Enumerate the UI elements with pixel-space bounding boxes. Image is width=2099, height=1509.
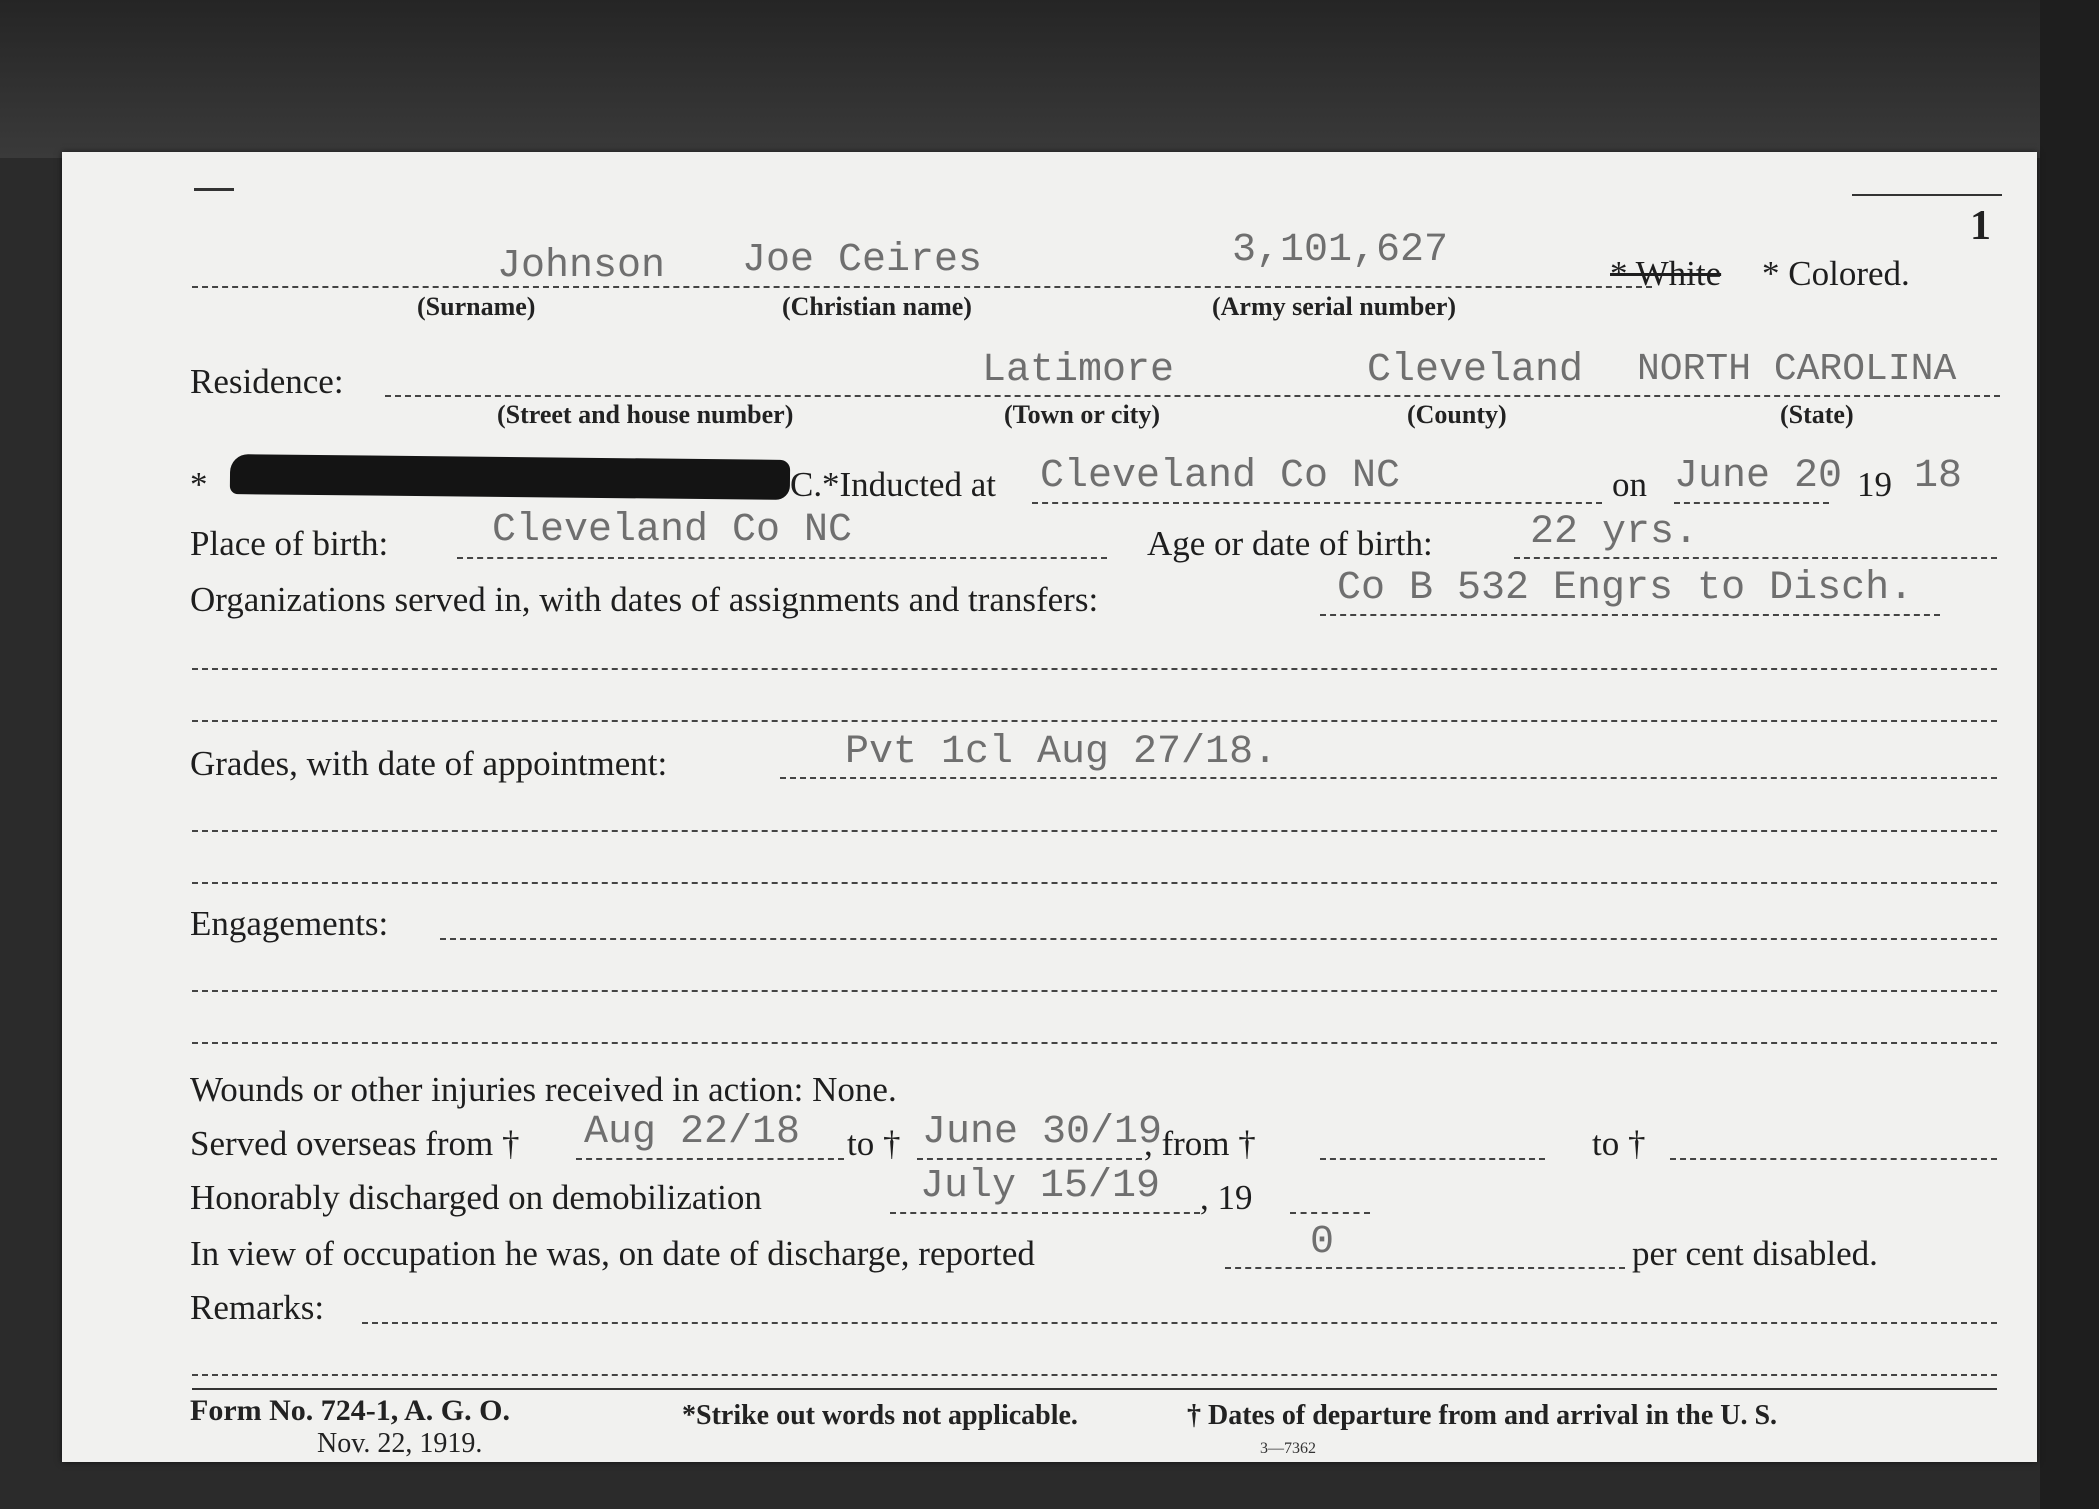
christian-name-value: Joe Ceires — [742, 238, 983, 283]
remarks-label: Remarks: — [190, 1288, 325, 1327]
overseas-to2-line — [1670, 1158, 1997, 1160]
number-rule — [1852, 194, 2002, 196]
town-caption: (Town or city) — [1004, 400, 1160, 429]
discharge-year-label: , 19 — [1200, 1178, 1253, 1217]
colored-label: * Colored. — [1762, 254, 1910, 293]
disability-suffix: per cent disabled. — [1632, 1234, 1878, 1273]
overseas-label: Served overseas from † — [190, 1124, 520, 1163]
surname-caption: (Surname) — [417, 292, 536, 321]
town-value: Latimore — [982, 348, 1175, 393]
place-of-birth-label: Place of birth: — [190, 524, 389, 563]
overseas-to-value: June 30/19 — [922, 1110, 1163, 1155]
discharge-year-line — [1290, 1212, 1370, 1214]
strike-out-note: *Strike out words not applicable. — [682, 1400, 1078, 1431]
form-number: Form No. 724-1, A. G. O. — [190, 1394, 510, 1427]
organizations-line — [1320, 614, 1940, 616]
organizations-line-2 — [192, 668, 1997, 670]
induction-year-value: 18 — [1914, 454, 1963, 499]
discharge-line — [890, 1212, 1200, 1214]
organizations-line-3 — [192, 720, 1997, 722]
county-value: Cleveland — [1367, 348, 1584, 393]
grades-label: Grades, with date of appointment: — [190, 744, 668, 783]
discharge-label: Honorably discharged on demobilization — [190, 1178, 762, 1217]
card-number: 1 — [1970, 203, 1991, 249]
organizations-label: Organizations served in, with dates of assignments and transfers: — [190, 580, 1099, 619]
disability-value: 0 — [1310, 1220, 1335, 1265]
street-caption: (Street and house number) — [497, 400, 794, 429]
overseas-from-value: Aug 22/18 — [584, 1110, 801, 1155]
serial-number-value: 3,101,627 — [1232, 228, 1449, 273]
name-line — [192, 286, 1652, 288]
wounds-label: Wounds or other injuries received in action: None. — [190, 1070, 897, 1109]
overseas-from2-label: , from † — [1144, 1124, 1256, 1163]
overseas-to-line — [917, 1158, 1142, 1160]
residence-label: Residence: — [190, 362, 344, 401]
engagements-label: Engagements: — [190, 904, 389, 943]
redaction-mark — [230, 454, 790, 500]
print-code: 3—7362 — [1260, 1440, 1316, 1457]
inducted-line — [1032, 502, 1602, 504]
christian-caption: (Christian name) — [782, 292, 972, 321]
remarks-line — [362, 1322, 1997, 1324]
engagements-line — [440, 938, 1997, 940]
overseas-to2-label: to † — [1592, 1124, 1646, 1163]
state-caption: (State) — [1780, 400, 1854, 429]
overseas-to-label: to † — [847, 1124, 901, 1163]
residence-line — [385, 395, 2000, 397]
remarks-line-2 — [192, 1374, 1997, 1376]
inducted-at-value: Cleveland Co NC — [1040, 454, 1401, 499]
county-caption: (County) — [1407, 400, 1507, 429]
discharge-date-value: July 15/19 — [920, 1164, 1161, 1209]
induction-date-value: June 20 — [1674, 454, 1843, 499]
disability-line — [1225, 1267, 1625, 1269]
white-label: * White — [1610, 254, 1722, 293]
induction-date-line — [1674, 502, 1829, 504]
age-line — [1514, 557, 1997, 559]
corner-dash — [194, 188, 234, 191]
surname-value: Johnson — [497, 244, 666, 289]
on-label: on — [1612, 465, 1647, 504]
form-date: Nov. 22, 1919. — [317, 1428, 483, 1459]
inducted-label: *Inducted at — [822, 465, 996, 504]
redaction-end: C. — [790, 465, 823, 504]
place-of-birth-value: Cleveland Co NC — [492, 508, 853, 553]
enlisted-asterisk: * — [190, 465, 208, 504]
grades-value: Pvt 1cl Aug 27/18. — [845, 730, 1278, 775]
service-record-card — [62, 152, 2037, 1462]
background-top — [0, 0, 2099, 158]
state-value: NORTH CAROLINA — [1637, 348, 1957, 391]
overseas-from-line — [576, 1158, 844, 1160]
engagements-line-2 — [192, 990, 1997, 992]
footer-rule — [192, 1388, 1997, 1390]
age-label: Age or date of birth: — [1147, 524, 1433, 563]
engagements-line-3 — [192, 1042, 1997, 1044]
organizations-value: Co B 532 Engrs to Disch. — [1337, 566, 1914, 611]
grades-line-3 — [192, 882, 1997, 884]
background-right — [2040, 0, 2099, 1509]
serial-caption: (Army serial number) — [1212, 292, 1457, 321]
year-prefix: 19 — [1857, 465, 1892, 504]
overseas-from2-line — [1320, 1158, 1545, 1160]
place-of-birth-line — [457, 557, 1107, 559]
age-value: 22 yrs. — [1530, 510, 1699, 555]
grades-line-2 — [192, 830, 1997, 832]
dates-note: † Dates of departure from and arrival in the U. S. — [1187, 1400, 1778, 1431]
disability-label: In view of occupation he was, on date of discharge, reported — [190, 1234, 1035, 1273]
grades-line — [780, 777, 1997, 779]
